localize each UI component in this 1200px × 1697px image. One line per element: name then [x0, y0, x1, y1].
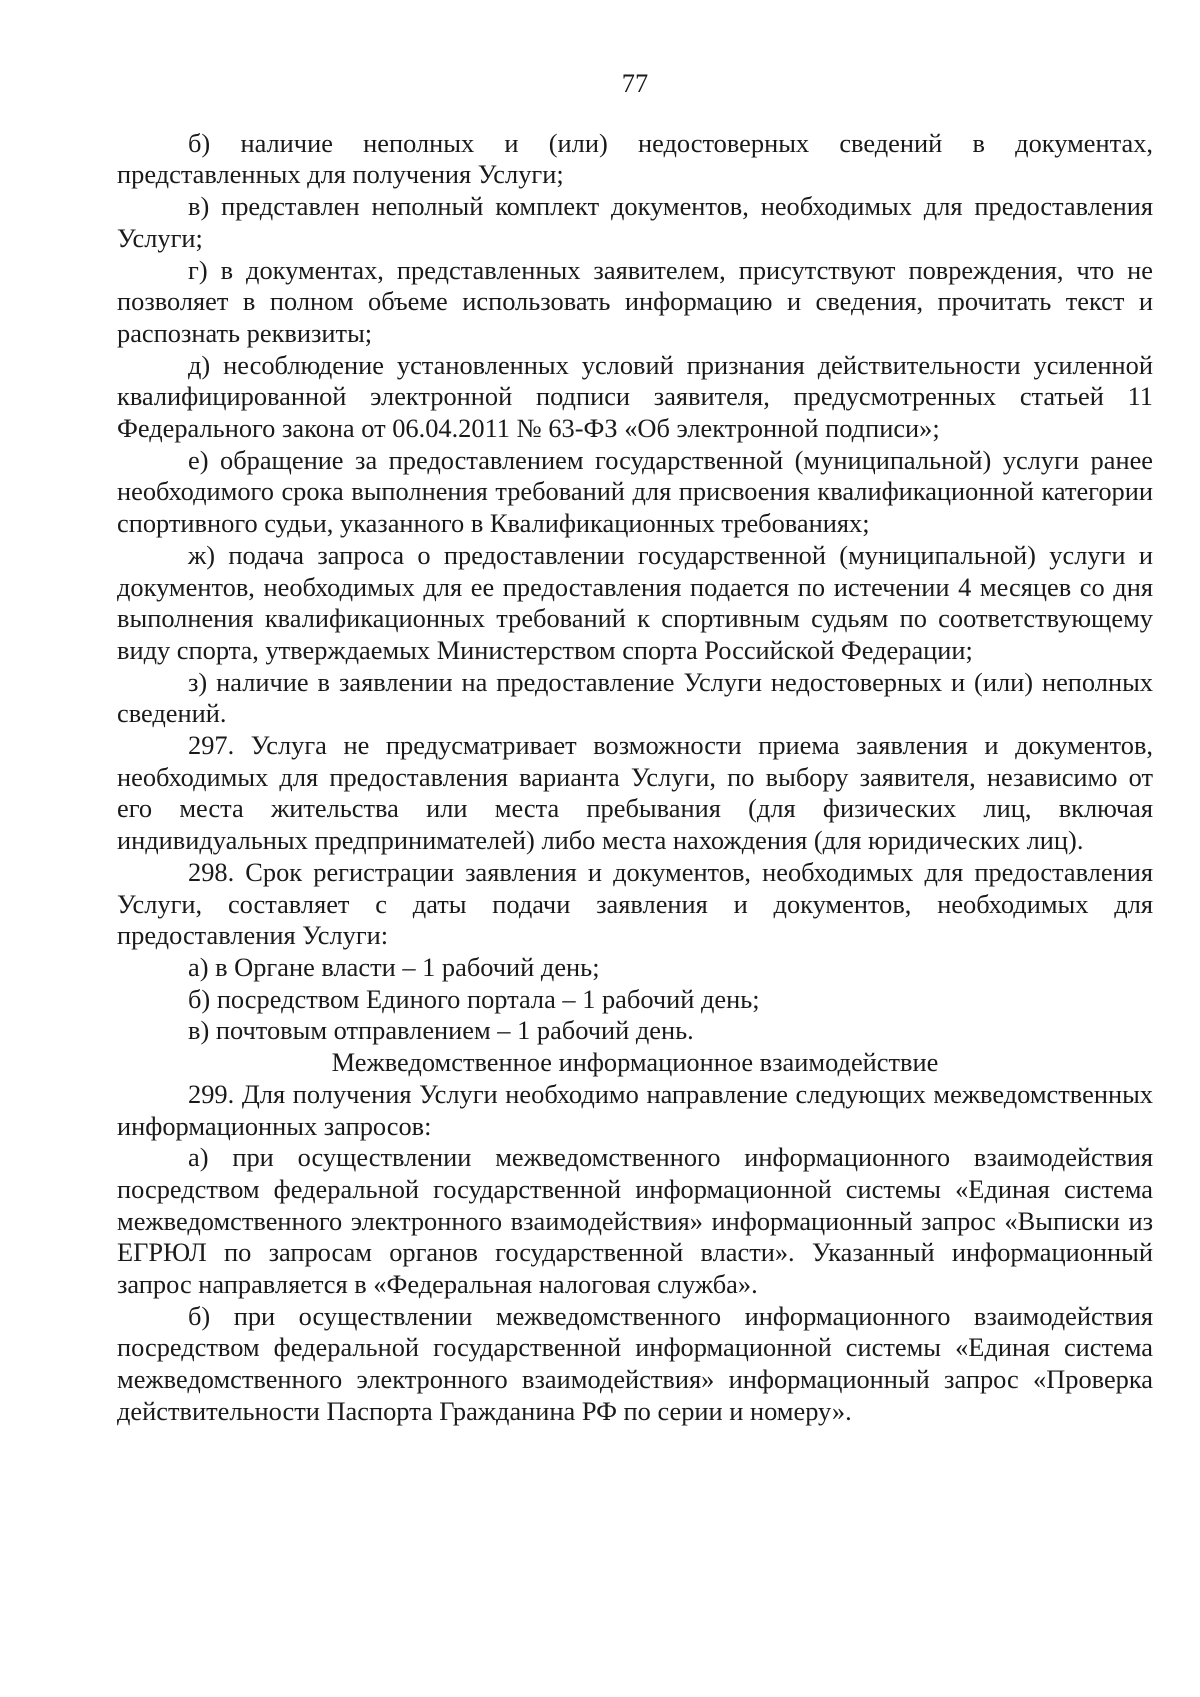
- paragraph-g-damaged-documents: г) в документах, представленных заявителем, присутствуют повреждения, что не позволяет в полном объеме использовать информацию и сведения, прочитать текст и распознать реквизиты;: [117, 254, 1153, 348]
- section-heading: Межведомственное информационное взаимодействие: [331, 1047, 939, 1078]
- paragraph-v-incomplete-set: в) представлен неполный комплект документов, необходимых для предоставления Услуги;: [117, 191, 1153, 253]
- paragraph-299-b: б) при осуществлении межведомственного информационного взаимодействия посредством федеральной государственной информационной системы «Единая система межведомственного электронного взаимодействия» информационный запрос «Проверка действительности Паспорта Гражданина РФ по серии и номеру».: [117, 1300, 1153, 1426]
- paragraph-297: 297. Услуга не предусматривает возможности приема заявления и документов, необходимых для предоставления варианта Услуги, по выбору заявителя, независимо от его места жительства или места пребывания (для физических лиц, включая индивидуальных предпринимателей) либо места нахождения (для юридических лиц).: [117, 730, 1153, 856]
- paragraph-d-signature-invalid: д) несоблюдение установленных условий признания действительности усиленной квалифицированной электронной подписи заявителя, предусмотренных статьей 11 Федерального закона от 06.04.2011 № 63-ФЗ «Об электронной подписи»;: [117, 349, 1153, 444]
- paragraph-299: 299. Для получения Услуги необходимо направление следующих межведомственных информационных запросов:: [117, 1078, 1153, 1141]
- paragraph-299-a: а) при осуществлении межведомственного информационного взаимодействия посредством федеральной государственной информационной системы «Единая система межведомственного электронного взаимодействия» информационный запрос «Выписки из ЕГРЮЛ по запросам органов государственной власти». Указанный информационный запрос направляется в «Федеральная налоговая служба».: [117, 1142, 1153, 1300]
- paragraph-z-unreliable-info: з) наличие в заявлении на предоставление Услуги недостоверных и (или) неполных сведений.: [117, 666, 1153, 729]
- paragraph-298-a: а) в Органе власти – 1 рабочий день;: [188, 951, 600, 982]
- paragraph-e-early-request: е) обращение за предоставлением государственной (муниципальной) услуги ранее необходимого срока выполнения требований для присвоения квалификационной категории спортивного судьи, указанного в Квалификационных требованиях;: [117, 444, 1153, 539]
- paragraph-298: 298. Срок регистрации заявления и документов, необходимых для предоставления Услуги, составляет с даты подачи заявления и документов, необходимых для предоставления Услуги:: [117, 856, 1153, 951]
- paragraph-298-v: в) почтовым отправлением – 1 рабочий день.: [188, 1015, 694, 1046]
- paragraph-zh-late-request: ж) подача запроса о предоставлении государственной (муниципальной) услуги и документов, необходимых для ее предоставления подается по истечении 4 месяцев со дня выполнения квалификационных требований к спортивным судьям по соответствующему виду спорта, утверждаемых Министерством спорта Российской Федерации;: [117, 539, 1153, 665]
- paragraph-298-b: б) посредством Единого портала – 1 рабочий день;: [188, 983, 760, 1014]
- page-number: 77: [621, 68, 649, 98]
- paragraph-b-incomplete-info: б) наличие неполных и (или) недостоверных сведений в документах, представленных для получения Услуги;: [117, 127, 1153, 190]
